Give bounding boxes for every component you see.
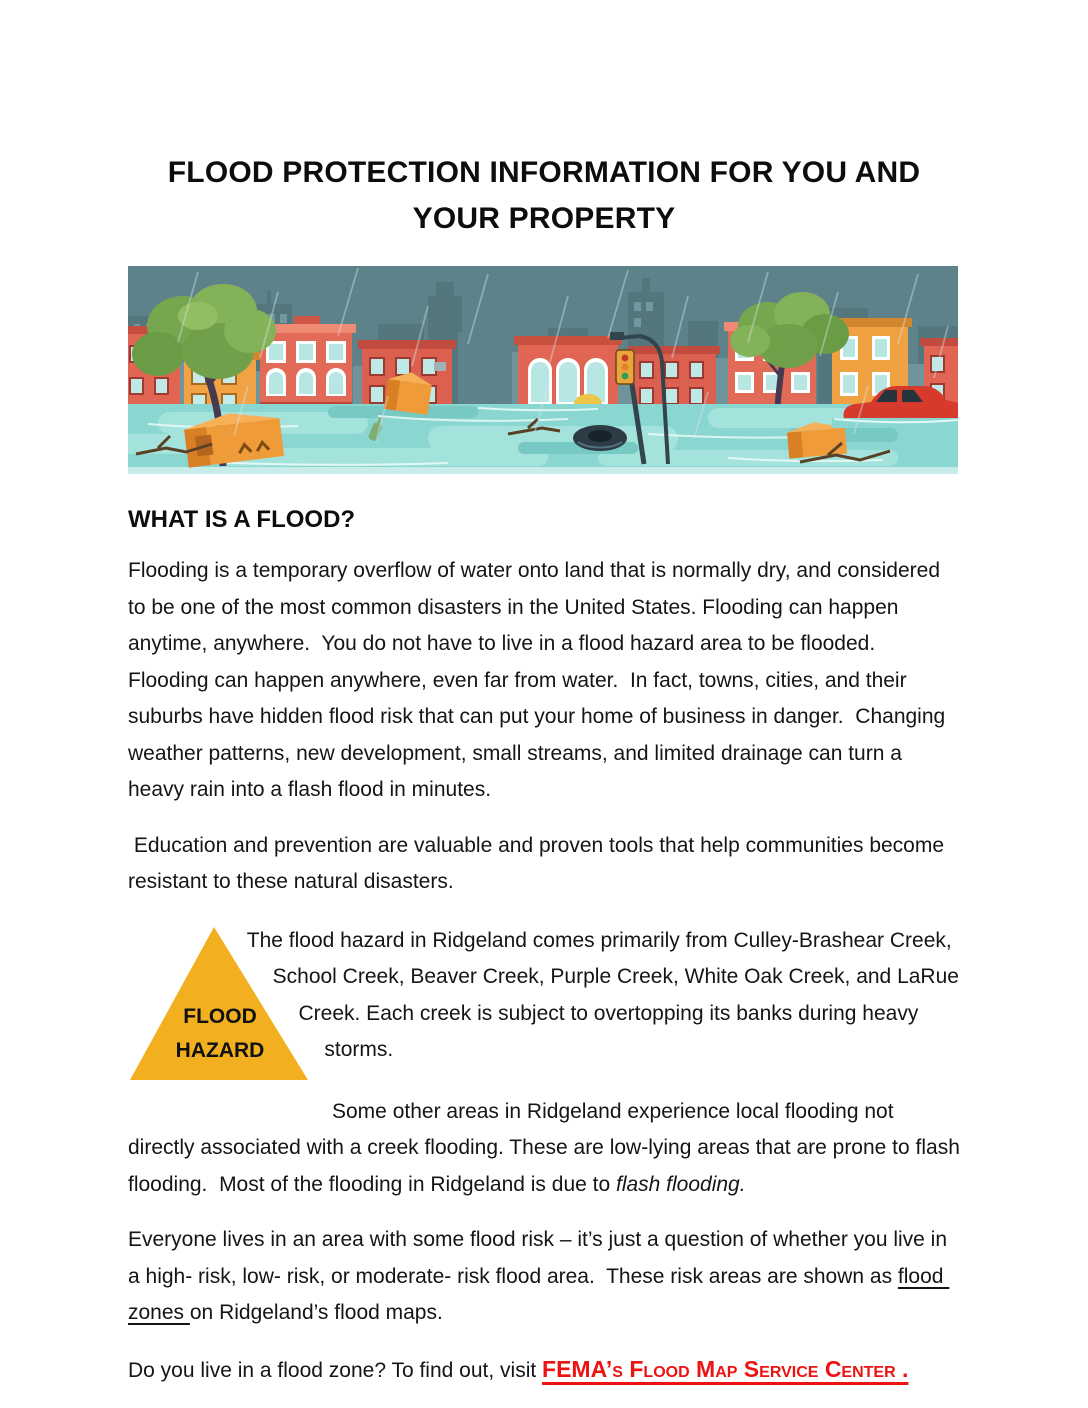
page-title-line-1: FLOOD PROTECTION INFORMATION FOR YOU AND [167,156,921,190]
paragraph-local-flooding [128,1094,966,1204]
paragraph-creeks: The flood hazard in Ridgeland comes primarily from Culley-Brashear Creek, School Creek, Beaver Creek, Purple Creek, White Oak Creek, and LaRue Creek. Each creek is subject to overtopping its banks during heavy storms. [246,928,965,1062]
paragraph-what-is-flood: Flooding is a temporary overflow of water onto land that is normally dry, and considered to be one of the most common disasters in the United States. Flooding can happen anytime, anywhere. You do not have to live in a flood hazard area to be flooded. Flooding can happen anywhere, even far from water. In fact, towns, cities, and their suburbs have hidden flood risk that can put your home of business in danger. Changing weather patterns, new development, small streams, and limited drainage can turn a heavy rain into a flash flood in minutes. [128,559,952,802]
flood-illustration-svg [128,266,958,474]
fema-link-period: . [895,1355,909,1382]
flood-maps-text: on Ridgeland’s flood maps. [189,1301,443,1325]
flood-risk-text: Everyone lives in an area with some flood risk – it’s just a question of whether you live in a high- risk, low- risk, or moderate- risk flood area. These risk areas are shown as [128,1228,953,1288]
page-title-line-2: YOUR PROPERTY [412,202,676,236]
paragraph-flood-risk [128,1222,960,1332]
flash-flooding-italic: flash flooding. [615,1172,746,1196]
page-title [128,150,960,242]
paragraph-education: Education and prevention are valuable and proven tools that help communities become resistant to these natural disasters. [128,833,950,894]
street-gap [458,332,512,416]
triangle-label-hazard: HAZARD [175,1038,265,1062]
hazard-section [128,923,965,1082]
paragraph-fema [128,1351,960,1390]
flood-hazard-triangle [128,925,312,1082]
local-flooding-text: Some other areas in Ridgeland experience local flooding not directly associated with a creek flooding. These are low-lying areas that are prone to flash flooding. Most of the flooding in Ridgeland is due to [128,1099,966,1196]
fema-prefix-text: Do you live in a flood zone? To find out, visit [128,1358,543,1382]
section-heading: WHAT IS A FLOOD? [128,506,356,534]
flood-illustration [128,266,958,474]
triangle-label-flood: FLOOD [183,1004,257,1028]
fema-flood-map-link[interactable]: FEMA’s Flood Map Service Center [542,1355,896,1382]
flood-zones-underlined: flood zones [128,1264,950,1325]
